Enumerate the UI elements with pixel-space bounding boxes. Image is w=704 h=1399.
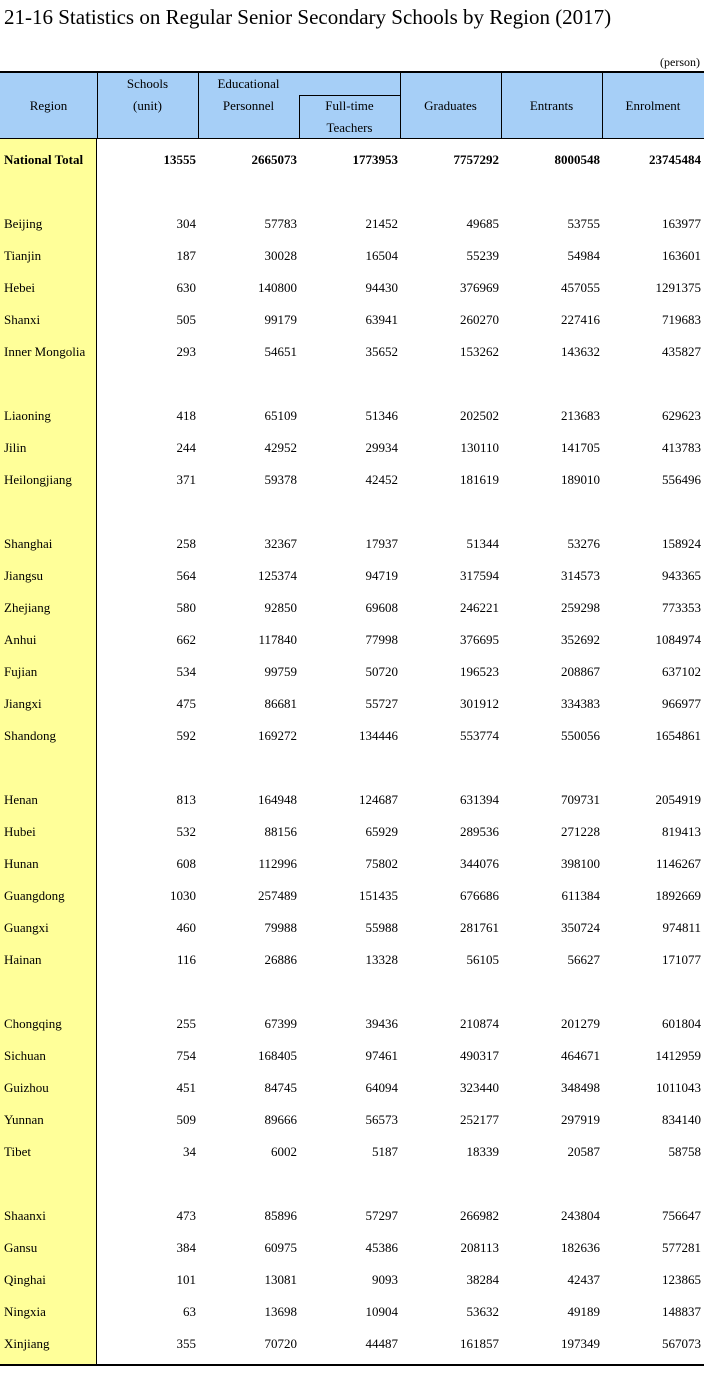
teachers-cell: 55727	[365, 696, 398, 711]
schools-cell: 460	[176, 920, 196, 935]
entrants-cell: 314573	[561, 568, 600, 583]
graduates-cell: 130110	[460, 440, 499, 455]
table-row	[0, 208, 704, 240]
region-cell: Hubei	[4, 824, 36, 839]
teachers-cell: 42452	[365, 472, 398, 487]
teachers-cell: 29934	[365, 440, 398, 455]
table-row	[0, 400, 704, 432]
teachers-cell: 65929	[365, 824, 398, 839]
graduates-cell: 317594	[460, 568, 499, 583]
graduates-cell: 631394	[460, 792, 499, 807]
graduates-cell: 676686	[460, 888, 499, 903]
teachers-cell: 55988	[365, 920, 398, 935]
schools-cell: 509	[176, 1112, 196, 1127]
header-subdivider	[299, 95, 400, 96]
graduates-cell: 376695	[460, 632, 499, 647]
enrolment-cell: 1291375	[655, 280, 701, 295]
personnel-cell: 67399	[264, 1016, 297, 1031]
table-row	[0, 944, 704, 976]
table-row	[0, 784, 704, 816]
schools-cell: 532	[176, 824, 196, 839]
enrolment-cell: 163977	[662, 216, 701, 231]
teachers-cell: 44487	[365, 1336, 398, 1351]
entrants-cell: 398100	[561, 856, 600, 871]
personnel-cell: 117840	[258, 632, 297, 647]
table-row	[0, 1232, 704, 1264]
graduates-cell: 323440	[460, 1080, 499, 1095]
table-row	[0, 1296, 704, 1328]
enrolment-cell: 123865	[662, 1272, 701, 1287]
entrants-cell: 182636	[561, 1240, 600, 1255]
schools-cell: 580	[176, 600, 196, 615]
entrants-cell: 49189	[567, 1304, 600, 1319]
personnel-cell: 30028	[264, 248, 297, 263]
teachers-cell: 45386	[365, 1240, 398, 1255]
enrolment-cell: 23745484	[649, 152, 701, 167]
enrolment-cell: 601804	[662, 1016, 701, 1031]
enrolment-cell: 629623	[662, 408, 701, 423]
schools-cell: 754	[176, 1048, 196, 1063]
personnel-cell: 60975	[264, 1240, 297, 1255]
unit-label: (person)	[660, 55, 700, 69]
region-cell: Shanghai	[4, 536, 53, 551]
region-cell: Jiangxi	[4, 696, 42, 711]
header-region: Region	[29, 98, 68, 113]
header-graduates: Graduates	[424, 98, 477, 113]
enrolment-cell: 158924	[662, 536, 701, 551]
region-cell: Guizhou	[4, 1080, 49, 1095]
personnel-cell: 169272	[258, 728, 297, 743]
entrants-cell: 42437	[567, 1272, 600, 1287]
region-cell: Zhejiang	[4, 600, 51, 615]
teachers-cell: 64094	[365, 1080, 398, 1095]
enrolment-cell: 556496	[662, 472, 701, 487]
schools-cell: 101	[176, 1272, 196, 1287]
schools-cell: 813	[176, 792, 196, 807]
region-cell: Guangdong	[4, 888, 65, 903]
table-row	[0, 848, 704, 880]
personnel-cell: 92850	[264, 600, 297, 615]
entrants-cell: 20587	[567, 1144, 600, 1159]
table-row	[0, 688, 704, 720]
header-teachers-line2: Teachers	[326, 120, 373, 135]
personnel-cell: 79988	[264, 920, 297, 935]
table-row	[0, 432, 704, 464]
graduates-cell: 376969	[460, 280, 499, 295]
graduates-cell: 301912	[460, 696, 499, 711]
entrants-cell: 53276	[567, 536, 600, 551]
table-header	[0, 71, 704, 139]
region-cell: Jilin	[4, 440, 27, 455]
personnel-cell: 168405	[258, 1048, 297, 1063]
graduates-cell: 18339	[466, 1144, 499, 1159]
graduates-cell: 208113	[460, 1240, 499, 1255]
teachers-cell: 56573	[365, 1112, 398, 1127]
enrolment-cell: 1412959	[655, 1048, 701, 1063]
region-cell: Henan	[4, 792, 38, 807]
teachers-cell: 77998	[365, 632, 398, 647]
enrolment-cell: 58758	[668, 1144, 701, 1159]
entrants-cell: 189010	[561, 472, 600, 487]
table-row	[0, 1264, 704, 1296]
schools-cell: 505	[176, 312, 196, 327]
region-cell: Tibet	[4, 1144, 31, 1159]
entrants-cell: 143632	[561, 344, 600, 359]
personnel-cell: 88156	[264, 824, 297, 839]
personnel-cell: 57783	[264, 216, 297, 231]
region-cell: Shaanxi	[4, 1208, 46, 1223]
entrants-cell: 56627	[567, 952, 600, 967]
personnel-cell: 2665073	[251, 152, 297, 167]
header-personnel-line2: Personnel	[222, 98, 275, 113]
region-cell: Ningxia	[4, 1304, 46, 1319]
entrants-cell: 227416	[561, 312, 600, 327]
enrolment-cell: 171077	[662, 952, 701, 967]
enrolment-cell: 567073	[662, 1336, 701, 1351]
personnel-cell: 84745	[264, 1080, 297, 1095]
schools-cell: 662	[176, 632, 196, 647]
schools-cell: 255	[176, 1016, 196, 1031]
table-row	[0, 720, 704, 752]
graduates-cell: 210874	[460, 1016, 499, 1031]
teachers-cell: 1773953	[352, 152, 398, 167]
region-cell: Heilongjiang	[4, 472, 72, 487]
enrolment-cell: 834140	[662, 1112, 701, 1127]
enrolment-cell: 637102	[662, 664, 701, 679]
entrants-cell: 208867	[561, 664, 600, 679]
entrants-cell: 464671	[561, 1048, 600, 1063]
teachers-cell: 5187	[372, 1144, 398, 1159]
personnel-cell: 59378	[264, 472, 297, 487]
region-cell: Shandong	[4, 728, 56, 743]
schools-cell: 355	[176, 1336, 196, 1351]
enrolment-cell: 773353	[662, 600, 701, 615]
entrants-cell: 243804	[561, 1208, 600, 1223]
graduates-cell: 56105	[466, 952, 499, 967]
schools-cell: 451	[176, 1080, 196, 1095]
graduates-cell: 289536	[460, 824, 499, 839]
header-entrants: Entrants	[529, 98, 574, 113]
table-row	[0, 880, 704, 912]
region-cell: Shanxi	[4, 312, 41, 327]
schools-cell: 418	[176, 408, 196, 423]
enrolment-cell: 756647	[662, 1208, 701, 1223]
entrants-cell: 141705	[561, 440, 600, 455]
teachers-cell: 63941	[365, 312, 398, 327]
teachers-cell: 17937	[365, 536, 398, 551]
table-row	[0, 560, 704, 592]
teachers-cell: 97461	[365, 1048, 398, 1063]
personnel-cell: 6002	[271, 1144, 297, 1159]
table-row	[0, 1008, 704, 1040]
region-cell: Hebei	[4, 280, 36, 295]
personnel-cell: 89666	[264, 1112, 297, 1127]
schools-cell: 13555	[163, 152, 196, 167]
schools-cell: 116	[176, 952, 196, 967]
graduates-cell: 246221	[460, 600, 499, 615]
schools-cell: 63	[183, 1304, 196, 1319]
personnel-cell: 112996	[258, 856, 297, 871]
region-cell: Fujian	[4, 664, 38, 679]
schools-cell: 293	[176, 344, 196, 359]
enrolment-cell: 1011043	[655, 1080, 701, 1095]
graduates-cell: 49685	[466, 216, 499, 231]
teachers-cell: 134446	[359, 728, 398, 743]
header-schools-line1: Schools	[126, 76, 169, 91]
enrolment-cell: 943365	[662, 568, 701, 583]
entrants-cell: 348498	[561, 1080, 600, 1095]
personnel-cell: 32367	[264, 536, 297, 551]
table-row	[0, 816, 704, 848]
graduates-cell: 490317	[460, 1048, 499, 1063]
personnel-cell: 54651	[264, 344, 297, 359]
enrolment-cell: 1892669	[655, 888, 701, 903]
table-row	[0, 1072, 704, 1104]
teachers-cell: 151435	[359, 888, 398, 903]
schools-cell: 384	[176, 1240, 196, 1255]
schools-cell: 473	[176, 1208, 196, 1223]
teachers-cell: 94719	[365, 568, 398, 583]
personnel-cell: 125374	[258, 568, 297, 583]
region-cell: Guangxi	[4, 920, 49, 935]
graduates-cell: 51344	[466, 536, 499, 551]
region-cell: Inner Mongolia	[4, 344, 86, 359]
table-row	[0, 336, 704, 368]
table-row	[0, 912, 704, 944]
enrolment-cell: 966977	[662, 696, 701, 711]
entrants-cell: 457055	[561, 280, 600, 295]
schools-cell: 475	[176, 696, 196, 711]
entrants-cell: 8000548	[554, 152, 600, 167]
schools-cell: 1030	[170, 888, 196, 903]
graduates-cell: 38284	[466, 1272, 499, 1287]
entrants-cell: 350724	[561, 920, 600, 935]
graduates-cell: 266982	[460, 1208, 499, 1223]
table-row	[0, 304, 704, 336]
region-cell: Liaoning	[4, 408, 51, 423]
header-divider	[400, 73, 401, 139]
enrolment-cell: 819413	[662, 824, 701, 839]
schools-cell: 630	[176, 280, 196, 295]
table-row	[0, 1136, 704, 1168]
region-cell: National Total	[4, 152, 84, 167]
personnel-cell: 70720	[264, 1336, 297, 1351]
enrolment-cell: 577281	[662, 1240, 701, 1255]
table-bottom-rule	[0, 1364, 704, 1366]
entrants-cell: 271228	[561, 824, 600, 839]
graduates-cell: 7757292	[453, 152, 499, 167]
entrants-cell: 550056	[561, 728, 600, 743]
teachers-cell: 10904	[365, 1304, 398, 1319]
schools-cell: 244	[176, 440, 196, 455]
region-cell: Yunnan	[4, 1112, 44, 1127]
enrolment-cell: 1654861	[655, 728, 701, 743]
region-cell: Beijing	[4, 216, 43, 231]
enrolment-cell: 148837	[662, 1304, 701, 1319]
schools-cell: 592	[176, 728, 196, 743]
region-cell: Chongqing	[4, 1016, 62, 1031]
teachers-cell: 13328	[365, 952, 398, 967]
teachers-cell: 21452	[365, 216, 398, 231]
enrolment-cell: 435827	[662, 344, 701, 359]
region-cell: Sichuan	[4, 1048, 46, 1063]
entrants-cell: 213683	[561, 408, 600, 423]
schools-cell: 187	[176, 248, 196, 263]
teachers-cell: 16504	[365, 248, 398, 263]
graduates-cell: 202502	[460, 408, 499, 423]
entrants-cell: 54984	[567, 248, 600, 263]
teachers-cell: 94430	[365, 280, 398, 295]
region-cell: Gansu	[4, 1240, 38, 1255]
header-divider	[198, 73, 199, 139]
entrants-cell: 53755	[567, 216, 600, 231]
teachers-cell: 57297	[365, 1208, 398, 1223]
teachers-cell: 9093	[372, 1272, 398, 1287]
entrants-cell: 297919	[561, 1112, 600, 1127]
schools-cell: 258	[176, 536, 196, 551]
region-cell: Xinjiang	[4, 1336, 50, 1351]
personnel-cell: 42952	[264, 440, 297, 455]
schools-cell: 371	[176, 472, 196, 487]
region-cell: Tianjin	[4, 248, 42, 263]
personnel-cell: 164948	[258, 792, 297, 807]
teachers-cell: 69608	[365, 600, 398, 615]
graduates-cell: 281761	[460, 920, 499, 935]
enrolment-cell: 974811	[662, 920, 701, 935]
entrants-cell: 352692	[561, 632, 600, 647]
total-row	[0, 144, 704, 176]
personnel-cell: 13081	[264, 1272, 297, 1287]
personnel-cell: 13698	[264, 1304, 297, 1319]
table-row	[0, 1040, 704, 1072]
graduates-cell: 55239	[466, 248, 499, 263]
entrants-cell: 201279	[561, 1016, 600, 1031]
personnel-cell: 257489	[258, 888, 297, 903]
personnel-cell: 99759	[264, 664, 297, 679]
table-row	[0, 464, 704, 496]
teachers-cell: 124687	[359, 792, 398, 807]
table-title: 21-16 Statistics on Regular Senior Secondary Schools by Region (2017)	[4, 5, 612, 29]
personnel-cell: 26886	[264, 952, 297, 967]
personnel-cell: 65109	[264, 408, 297, 423]
region-cell: Hunan	[4, 856, 39, 871]
table-row	[0, 624, 704, 656]
entrants-cell: 259298	[561, 600, 600, 615]
graduates-cell: 260270	[460, 312, 499, 327]
schools-cell: 608	[176, 856, 196, 871]
personnel-cell: 85896	[264, 1208, 297, 1223]
teachers-cell: 35652	[365, 344, 398, 359]
enrolment-cell: 719683	[662, 312, 701, 327]
graduates-cell: 153262	[460, 344, 499, 359]
schools-cell: 34	[183, 1144, 196, 1159]
region-cell: Anhui	[4, 632, 37, 647]
table-row	[0, 272, 704, 304]
region-cell: Jiangsu	[4, 568, 43, 583]
header-personnel-line1: Educational	[217, 76, 280, 91]
entrants-cell: 709731	[561, 792, 600, 807]
schools-cell: 534	[176, 664, 196, 679]
graduates-cell: 196523	[460, 664, 499, 679]
region-cell: Hainan	[4, 952, 42, 967]
region-cell: Qinghai	[4, 1272, 46, 1287]
personnel-cell: 140800	[258, 280, 297, 295]
graduates-cell: 161857	[460, 1336, 499, 1351]
enrolment-cell: 163601	[662, 248, 701, 263]
table-row	[0, 240, 704, 272]
schools-cell: 304	[176, 216, 196, 231]
enrolment-cell: 413783	[662, 440, 701, 455]
table-row	[0, 1328, 704, 1360]
teachers-cell: 75802	[365, 856, 398, 871]
header-divider	[602, 73, 603, 139]
table-row	[0, 1104, 704, 1136]
enrolment-cell: 1084974	[655, 632, 701, 647]
entrants-cell: 197349	[561, 1336, 600, 1351]
graduates-cell: 344076	[460, 856, 499, 871]
enrolment-cell: 2054919	[655, 792, 701, 807]
header-teachers-line1: Full-time	[325, 98, 374, 113]
graduates-cell: 252177	[460, 1112, 499, 1127]
teachers-cell: 50720	[365, 664, 398, 679]
schools-cell: 564	[176, 568, 196, 583]
table-row	[0, 592, 704, 624]
header-divider	[501, 73, 502, 139]
graduates-cell: 553774	[460, 728, 499, 743]
table-row	[0, 656, 704, 688]
header-enrolment: Enrolment	[625, 98, 681, 113]
entrants-cell: 611384	[561, 888, 600, 903]
graduates-cell: 181619	[460, 472, 499, 487]
header-schools-line2: (unit)	[133, 98, 162, 113]
personnel-cell: 86681	[264, 696, 297, 711]
teachers-cell: 39436	[365, 1016, 398, 1031]
entrants-cell: 334383	[561, 696, 600, 711]
table-row	[0, 528, 704, 560]
personnel-cell: 99179	[264, 312, 297, 327]
table-row	[0, 1200, 704, 1232]
header-divider	[299, 95, 300, 139]
enrolment-cell: 1146267	[655, 856, 701, 871]
graduates-cell: 53632	[466, 1304, 499, 1319]
header-divider	[97, 73, 98, 139]
teachers-cell: 51346	[365, 408, 398, 423]
